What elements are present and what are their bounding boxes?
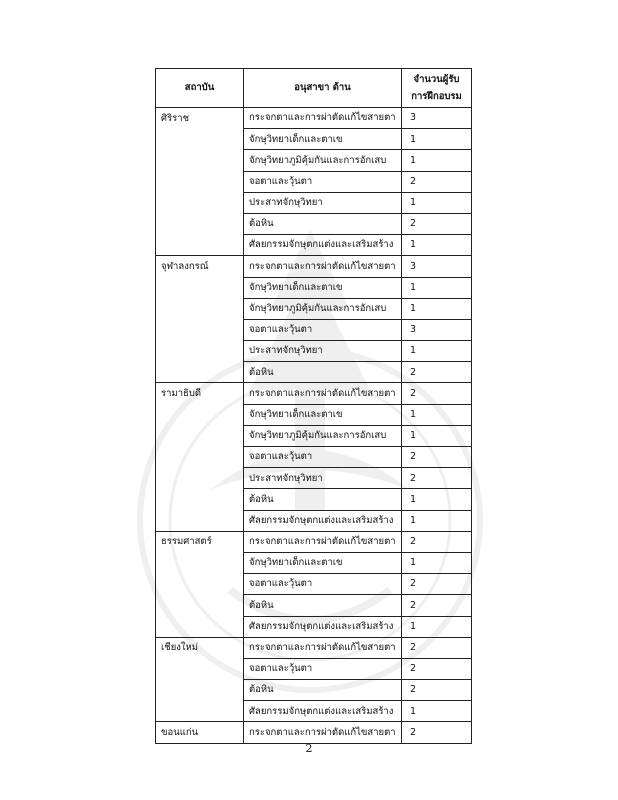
cell-count: 1 xyxy=(402,150,472,171)
cell-institution xyxy=(156,658,244,679)
cell-count: 2 xyxy=(402,531,472,552)
table-row xyxy=(156,383,472,404)
table-row xyxy=(156,637,472,658)
cell-institution xyxy=(156,277,244,298)
table-row xyxy=(156,213,472,234)
table-body xyxy=(156,108,472,744)
cell-subspecialty: จักษุวิทยาภูมิคุ้มกันและการอักเสบ xyxy=(244,150,402,171)
page-number: 2 xyxy=(305,742,313,755)
cell-institution xyxy=(156,616,244,637)
cell-count: 2 xyxy=(402,447,472,468)
cell-subspecialty: จอตาและวุ้นตา xyxy=(244,171,402,192)
cell-count: 3 xyxy=(402,256,472,277)
cell-institution: เชียงใหม่ xyxy=(156,637,244,658)
cell-subspecialty: ประสาทจักษุวิทยา xyxy=(244,341,402,362)
table-row xyxy=(156,616,472,637)
cell-institution xyxy=(156,150,244,171)
cell-subspecialty: ศัลยกรรมจักษุตกแต่งและเสริมสร้าง xyxy=(244,701,402,722)
cell-institution xyxy=(156,552,244,573)
cell-subspecialty: จักษุวิทยาภูมิคุ้มกันและการอักเสบ xyxy=(244,298,402,319)
cell-institution: รามาธิบดี xyxy=(156,383,244,404)
table-row xyxy=(156,722,472,743)
cell-subspecialty: ต้อหิน xyxy=(244,595,402,616)
cell-count: 2 xyxy=(402,213,472,234)
table-row xyxy=(156,171,472,192)
cell-subspecialty: จักษุวิทยาเด็กและตาเข xyxy=(244,277,402,298)
table-row xyxy=(156,129,472,150)
cell-subspecialty: จักษุวิทยาเด็กและตาเข xyxy=(244,404,402,425)
table-header-row xyxy=(156,69,472,108)
cell-subspecialty: จอตาและวุ้นตา xyxy=(244,574,402,595)
cell-subspecialty: จักษุวิทยาเด็กและตาเข xyxy=(244,552,402,573)
cell-subspecialty: ต้อหิน xyxy=(244,680,402,701)
cell-subspecialty: จอตาและวุ้นตา xyxy=(244,447,402,468)
cell-institution: จุฬาลงกรณ์ xyxy=(156,256,244,277)
table-row xyxy=(156,192,472,213)
cell-institution xyxy=(156,425,244,446)
cell-subspecialty: ต้อหิน xyxy=(244,489,402,510)
cell-count: 1 xyxy=(402,298,472,319)
cell-count: 1 xyxy=(402,277,472,298)
cell-count: 2 xyxy=(402,722,472,743)
table-row xyxy=(156,108,472,129)
cell-count: 3 xyxy=(402,319,472,340)
cell-institution xyxy=(156,235,244,256)
cell-count: 1 xyxy=(402,510,472,531)
cell-count: 1 xyxy=(402,616,472,637)
cell-institution xyxy=(156,595,244,616)
table-row xyxy=(156,404,472,425)
cell-institution xyxy=(156,510,244,531)
cell-institution xyxy=(156,362,244,383)
cell-institution: ธรรมศาสตร์ xyxy=(156,531,244,552)
cell-count: 1 xyxy=(402,489,472,510)
cell-subspecialty: ศัลยกรรมจักษุตกแต่งและเสริมสร้าง xyxy=(244,510,402,531)
cell-subspecialty: ศัลยกรรมจักษุตกแต่งและเสริมสร้าง xyxy=(244,616,402,637)
table-row xyxy=(156,510,472,531)
table-row xyxy=(156,341,472,362)
cell-count: 1 xyxy=(402,192,472,213)
cell-subspecialty: ต้อหิน xyxy=(244,362,402,383)
cell-institution xyxy=(156,574,244,595)
cell-count: 1 xyxy=(402,129,472,150)
cell-institution xyxy=(156,213,244,234)
table-row xyxy=(156,256,472,277)
header-institution: สถาบัน xyxy=(156,69,244,108)
cell-subspecialty: ประสาทจักษุวิทยา xyxy=(244,468,402,489)
cell-count: 1 xyxy=(402,235,472,256)
cell-count: 2 xyxy=(402,171,472,192)
cell-count: 2 xyxy=(402,658,472,679)
table-row xyxy=(156,595,472,616)
cell-count: 1 xyxy=(402,425,472,446)
cell-institution: ขอนแก่น xyxy=(156,722,244,743)
cell-institution: ศิริราช xyxy=(156,108,244,129)
table-row xyxy=(156,298,472,319)
table-row xyxy=(156,235,472,256)
table-row xyxy=(156,531,472,552)
cell-count: 1 xyxy=(402,404,472,425)
table-row xyxy=(156,680,472,701)
table-row xyxy=(156,150,472,171)
cell-count: 2 xyxy=(402,468,472,489)
cell-count: 2 xyxy=(402,680,472,701)
cell-subspecialty: ประสาทจักษุวิทยา xyxy=(244,192,402,213)
cell-subspecialty: กระจกตาและการผ่าตัดแก้ไขสายตา xyxy=(244,637,402,658)
table-row xyxy=(156,447,472,468)
header-subspecialty: อนุสาขา ด้าน xyxy=(244,69,402,108)
cell-subspecialty: กระจกตาและการผ่าตัดแก้ไขสายตา xyxy=(244,722,402,743)
cell-subspecialty: จักษุวิทยาภูมิคุ้มกันและการอักเสบ xyxy=(244,425,402,446)
table-row xyxy=(156,425,472,446)
cell-subspecialty: ต้อหิน xyxy=(244,213,402,234)
cell-institution xyxy=(156,468,244,489)
cell-subspecialty: กระจกตาและการผ่าตัดแก้ไขสายตา xyxy=(244,383,402,404)
cell-count: 2 xyxy=(402,637,472,658)
cell-institution xyxy=(156,701,244,722)
cell-institution xyxy=(156,447,244,468)
table-row xyxy=(156,362,472,383)
table-row xyxy=(156,468,472,489)
cell-subspecialty: จอตาและวุ้นตา xyxy=(244,658,402,679)
cell-count: 3 xyxy=(402,108,472,129)
table-row xyxy=(156,489,472,510)
cell-institution xyxy=(156,298,244,319)
cell-institution xyxy=(156,192,244,213)
cell-count: 2 xyxy=(402,574,472,595)
cell-institution xyxy=(156,680,244,701)
cell-subspecialty: จอตาและวุ้นตา xyxy=(244,319,402,340)
training-count-table xyxy=(155,68,472,744)
table-row xyxy=(156,552,472,573)
table-row xyxy=(156,701,472,722)
cell-count: 2 xyxy=(402,595,472,616)
cell-institution xyxy=(156,404,244,425)
table-row xyxy=(156,574,472,595)
cell-institution xyxy=(156,341,244,362)
cell-institution xyxy=(156,489,244,510)
header-count-line1: จำนวนผู้รับ xyxy=(413,74,460,85)
header-count-line2: การฝึกอบรม xyxy=(411,91,462,102)
table-row xyxy=(156,658,472,679)
cell-subspecialty: กระจกตาและการผ่าตัดแก้ไขสายตา xyxy=(244,531,402,552)
cell-count: 2 xyxy=(402,362,472,383)
cell-institution xyxy=(156,319,244,340)
cell-subspecialty: กระจกตาและการผ่าตัดแก้ไขสายตา xyxy=(244,256,402,277)
cell-subspecialty: ศัลยกรรมจักษุตกแต่งและเสริมสร้าง xyxy=(244,235,402,256)
cell-count: 1 xyxy=(402,341,472,362)
cell-subspecialty: จักษุวิทยาเด็กและตาเข xyxy=(244,129,402,150)
cell-count: 2 xyxy=(402,383,472,404)
cell-subspecialty: กระจกตาและการผ่าตัดแก้ไขสายตา xyxy=(244,108,402,129)
header-count xyxy=(402,69,472,108)
table-row xyxy=(156,319,472,340)
cell-institution xyxy=(156,129,244,150)
cell-count: 1 xyxy=(402,701,472,722)
cell-count: 1 xyxy=(402,552,472,573)
table-row xyxy=(156,277,472,298)
cell-institution xyxy=(156,171,244,192)
